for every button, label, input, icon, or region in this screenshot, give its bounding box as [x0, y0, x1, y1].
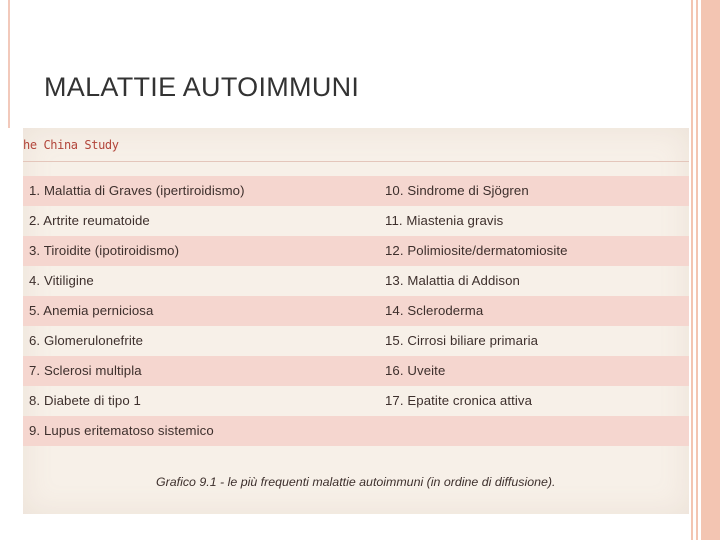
slide-title: MALATTIE AUTOIMMUNI — [44, 72, 360, 102]
table-row — [23, 386, 689, 416]
disease-item: 8. Diabete di tipo 1 — [29, 393, 141, 408]
right-decorative-border — [688, 0, 720, 540]
table-row — [23, 206, 689, 236]
disease-item: 15. Cirrosi biliare primaria — [385, 333, 539, 348]
header-divider — [23, 161, 689, 162]
disease-item: 4. Vitiligine — [29, 273, 94, 288]
disease-item: 14. Scleroderma — [385, 303, 484, 318]
disease-item: 16. Uveite — [385, 363, 446, 378]
disease-item: 7. Sclerosi multipla — [29, 363, 142, 378]
disease-item: 13. Malattia di Addison — [385, 273, 520, 288]
disease-item: 10. Sindrome di Sjögren — [385, 183, 529, 198]
table-row — [23, 236, 689, 266]
figure-caption: Grafico 9.1 - le più frequenti malattie autoimmuni (in ordine di diffusione). — [156, 475, 556, 489]
disease-item: 12. Polimiosite/dermatomiosite — [385, 243, 568, 258]
disease-item: 3. Tiroidite (ipotiroidismo) — [29, 243, 180, 258]
scanned-book-page — [23, 128, 689, 514]
disease-item: 6. Glomerulonefrite — [29, 333, 144, 348]
disease-table — [23, 176, 689, 446]
table-row — [23, 416, 689, 446]
left-decorative-line — [8, 0, 10, 128]
table-row — [23, 266, 689, 296]
disease-item: 5. Anemia perniciosa — [29, 303, 154, 318]
disease-item: 17. Epatite cronica attiva — [385, 393, 533, 408]
table-row — [23, 356, 689, 386]
disease-item: 2. Artrite reumatoide — [29, 213, 150, 228]
book-header: he China Study — [23, 138, 119, 152]
disease-item: 1. Malattia di Graves (ipertiroidismo) — [29, 183, 245, 198]
table-row — [23, 326, 689, 356]
table-row — [23, 176, 689, 206]
disease-item: 11. Miastenia gravis — [385, 213, 504, 228]
disease-item: 9. Lupus eritematoso sistemico — [29, 423, 214, 438]
table-row — [23, 296, 689, 326]
